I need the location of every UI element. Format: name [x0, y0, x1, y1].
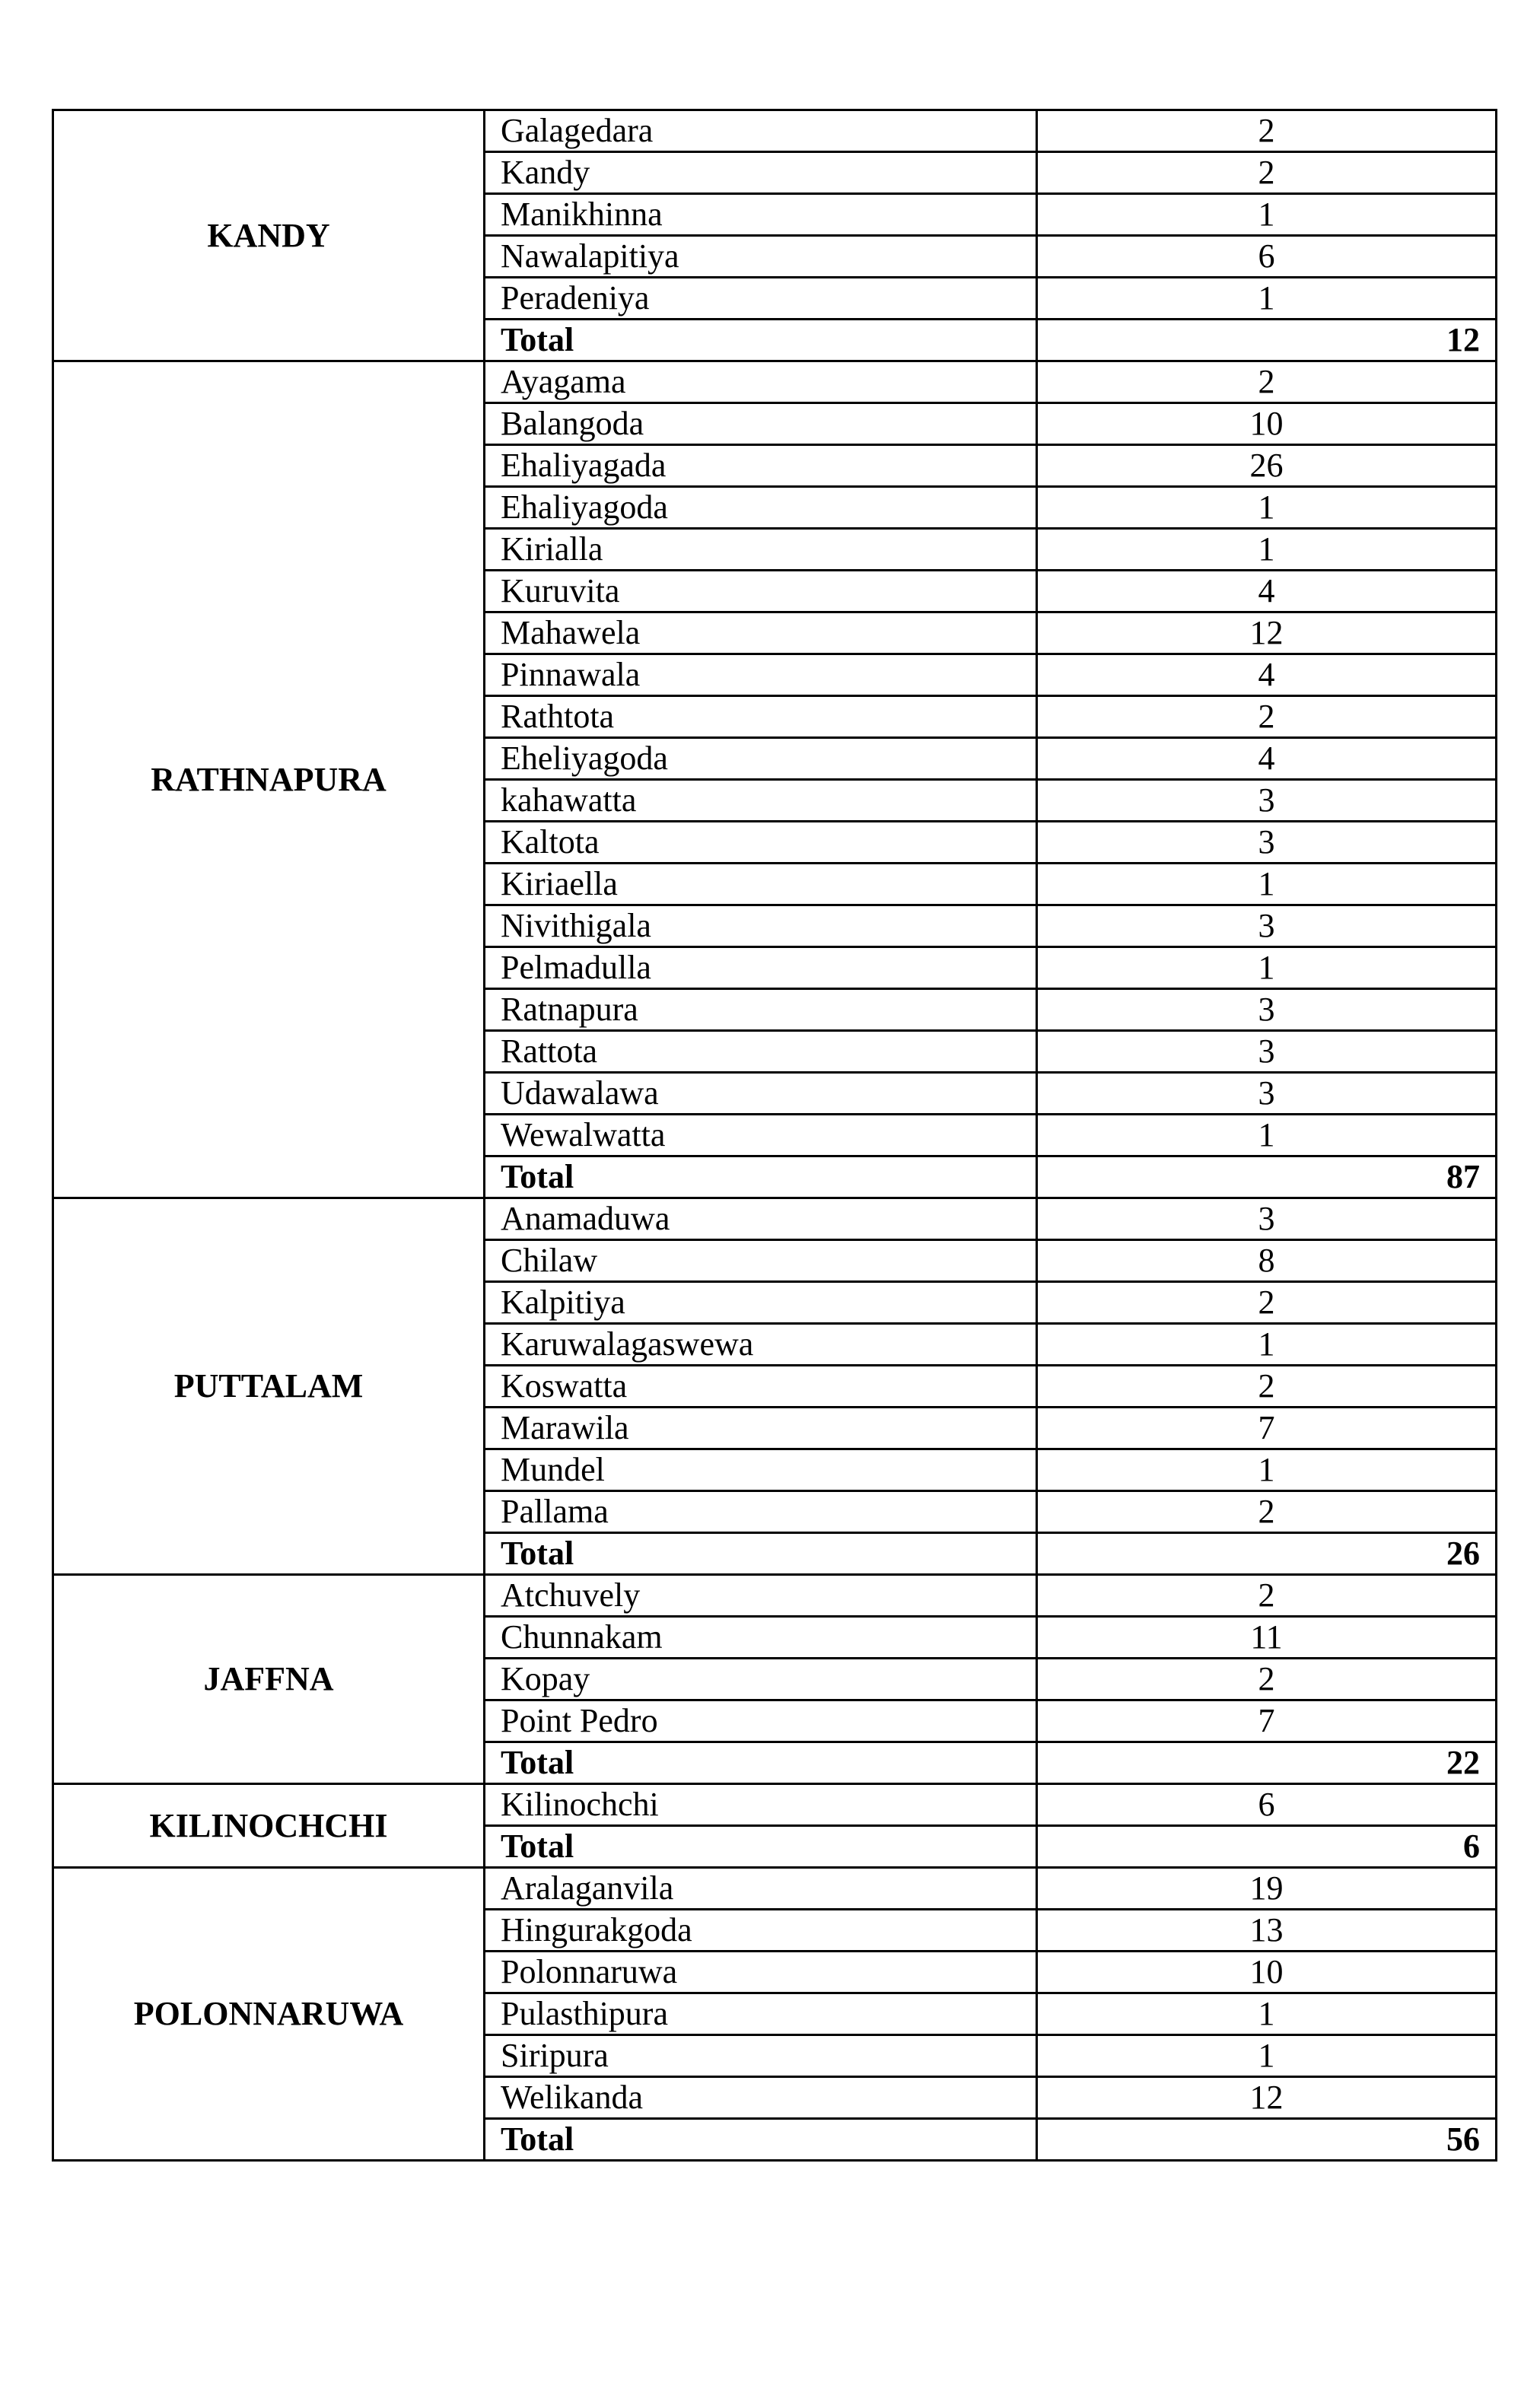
- town-name-cell: Peradeniya: [485, 278, 1037, 320]
- town-name-cell: Kalpitiya: [485, 1282, 1037, 1324]
- count-cell: 1: [1037, 1993, 1497, 2035]
- total-label-cell: Total: [485, 1742, 1037, 1784]
- town-name-cell: Ayagama: [485, 361, 1037, 403]
- count-cell: 4: [1037, 571, 1497, 612]
- town-name-cell: Koswatta: [485, 1366, 1037, 1408]
- town-name-cell: Mundel: [485, 1449, 1037, 1491]
- total-label-cell: Total: [485, 1156, 1037, 1198]
- count-cell: 19: [1037, 1868, 1497, 1910]
- town-name-cell: kahawatta: [485, 780, 1037, 822]
- total-label-cell: Total: [485, 1826, 1037, 1868]
- town-name-cell: Pinnawala: [485, 654, 1037, 696]
- table-row: [53, 1198, 1497, 1240]
- town-name-cell: Karuwalagaswewa: [485, 1324, 1037, 1366]
- town-name-cell: Nawalapitiya: [485, 236, 1037, 278]
- count-cell: 4: [1037, 654, 1497, 696]
- town-name-cell: Atchuvely: [485, 1575, 1037, 1617]
- count-cell: 2: [1037, 152, 1497, 194]
- count-cell: 3: [1037, 905, 1497, 947]
- count-cell: 1: [1037, 487, 1497, 529]
- count-cell: 2: [1037, 1491, 1497, 1533]
- town-name-cell: Kirialla: [485, 529, 1037, 571]
- count-cell: 2: [1037, 361, 1497, 403]
- total-label-cell: Total: [485, 1533, 1037, 1575]
- town-name-cell: Galagedara: [485, 110, 1037, 152]
- total-label-cell: Total: [485, 320, 1037, 361]
- total-value-cell: 6: [1037, 1826, 1497, 1868]
- count-cell: 2: [1037, 1575, 1497, 1617]
- town-name-cell: Anamaduwa: [485, 1198, 1037, 1240]
- count-cell: 3: [1037, 1073, 1497, 1115]
- total-value-cell: 87: [1037, 1156, 1497, 1198]
- town-name-cell: Rathtota: [485, 696, 1037, 738]
- town-name-cell: Udawalawa: [485, 1073, 1037, 1115]
- district-name-cell: JAFFNA: [53, 1575, 485, 1784]
- count-cell: 1: [1037, 278, 1497, 320]
- total-value-cell: 26: [1037, 1533, 1497, 1575]
- town-name-cell: Hingurakgoda: [485, 1910, 1037, 1952]
- count-cell: 10: [1037, 403, 1497, 445]
- count-cell: 7: [1037, 1700, 1497, 1742]
- total-value-cell: 12: [1037, 320, 1497, 361]
- table-row: [53, 361, 1497, 403]
- town-name-cell: Chunnakam: [485, 1617, 1037, 1659]
- count-cell: 2: [1037, 110, 1497, 152]
- count-cell: 11: [1037, 1617, 1497, 1659]
- district-name-cell: KANDY: [53, 110, 485, 361]
- town-name-cell: Pulasthipura: [485, 1993, 1037, 2035]
- town-name-cell: Nivithigala: [485, 905, 1037, 947]
- town-name-cell: Aralaganvila: [485, 1868, 1037, 1910]
- table-row: [53, 110, 1497, 152]
- count-cell: 2: [1037, 1659, 1497, 1700]
- count-cell: 3: [1037, 822, 1497, 864]
- town-name-cell: Ehaliyagoda: [485, 487, 1037, 529]
- count-cell: 12: [1037, 612, 1497, 654]
- town-name-cell: Kiriaella: [485, 864, 1037, 905]
- count-cell: 2: [1037, 696, 1497, 738]
- count-cell: 1: [1037, 864, 1497, 905]
- town-name-cell: Chilaw: [485, 1240, 1037, 1282]
- town-name-cell: Marawila: [485, 1408, 1037, 1449]
- town-name-cell: Balangoda: [485, 403, 1037, 445]
- count-cell: 3: [1037, 1198, 1497, 1240]
- total-value-cell: 22: [1037, 1742, 1497, 1784]
- town-name-cell: Ratnapura: [485, 989, 1037, 1031]
- count-cell: 1: [1037, 529, 1497, 571]
- count-cell: 1: [1037, 1449, 1497, 1491]
- town-name-cell: Rattota: [485, 1031, 1037, 1073]
- district-name-cell: RATHNAPURA: [53, 361, 485, 1198]
- count-cell: 10: [1037, 1952, 1497, 1993]
- count-cell: 12: [1037, 2077, 1497, 2119]
- town-name-cell: Manikhinna: [485, 194, 1037, 236]
- town-name-cell: Siripura: [485, 2035, 1037, 2077]
- town-name-cell: Kopay: [485, 1659, 1037, 1700]
- town-name-cell: Pallama: [485, 1491, 1037, 1533]
- count-cell: 2: [1037, 1366, 1497, 1408]
- count-cell: 4: [1037, 738, 1497, 780]
- town-name-cell: Ehaliyagada: [485, 445, 1037, 487]
- town-name-cell: Eheliyagoda: [485, 738, 1037, 780]
- count-cell: 1: [1037, 1115, 1497, 1156]
- town-name-cell: Point Pedro: [485, 1700, 1037, 1742]
- district-name-cell: PUTTALAM: [53, 1198, 485, 1575]
- town-name-cell: Wewalwatta: [485, 1115, 1037, 1156]
- town-name-cell: Kuruvita: [485, 571, 1037, 612]
- count-cell: 3: [1037, 780, 1497, 822]
- district-name-cell: POLONNARUWA: [53, 1868, 485, 2161]
- count-cell: 1: [1037, 2035, 1497, 2077]
- town-name-cell: Pelmadulla: [485, 947, 1037, 989]
- count-cell: 6: [1037, 236, 1497, 278]
- count-cell: 3: [1037, 1031, 1497, 1073]
- town-name-cell: Mahawela: [485, 612, 1037, 654]
- count-cell: 3: [1037, 989, 1497, 1031]
- town-name-cell: Polonnaruwa: [485, 1952, 1037, 1993]
- count-cell: 8: [1037, 1240, 1497, 1282]
- count-cell: 1: [1037, 1324, 1497, 1366]
- district-name-cell: KILINOCHCHI: [53, 1784, 485, 1868]
- count-cell: 1: [1037, 194, 1497, 236]
- table-row: [53, 1868, 1497, 1910]
- table-body: [53, 110, 1497, 2161]
- count-cell: 26: [1037, 445, 1497, 487]
- count-cell: 7: [1037, 1408, 1497, 1449]
- town-name-cell: Welikanda: [485, 2077, 1037, 2119]
- town-name-cell: Kaltota: [485, 822, 1037, 864]
- town-name-cell: Kandy: [485, 152, 1037, 194]
- table-row: [53, 1575, 1497, 1617]
- count-cell: 2: [1037, 1282, 1497, 1324]
- count-cell: 13: [1037, 1910, 1497, 1952]
- count-cell: 1: [1037, 947, 1497, 989]
- table-row: [53, 1784, 1497, 1826]
- total-value-cell: 56: [1037, 2119, 1497, 2161]
- district-town-count-table: [52, 109, 1497, 2162]
- count-cell: 6: [1037, 1784, 1497, 1826]
- town-name-cell: Kilinochchi: [485, 1784, 1037, 1826]
- total-label-cell: Total: [485, 2119, 1037, 2161]
